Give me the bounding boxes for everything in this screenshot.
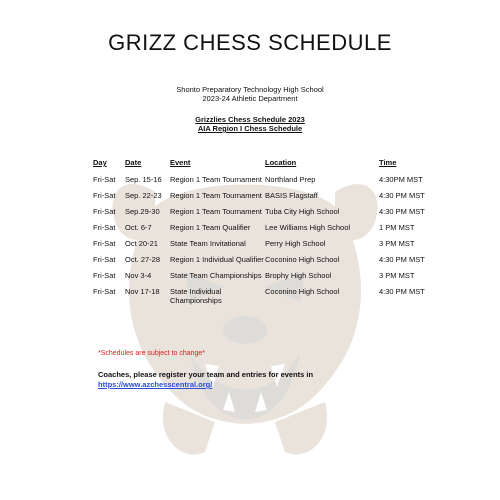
cell-date: Nov 17-18 bbox=[125, 287, 160, 296]
cell-location: Lee Williams High School bbox=[265, 223, 351, 232]
cell-time: 4:30 PM MST bbox=[379, 255, 425, 264]
cell-day: Fri-Sat bbox=[93, 175, 116, 184]
cell-time: 4:30 PM MST bbox=[379, 287, 425, 296]
cell-date: Nov 3-4 bbox=[125, 271, 152, 280]
registration-link[interactable]: https://www.azchesscentral.org/ bbox=[98, 380, 213, 389]
table-row bbox=[93, 191, 429, 207]
cell-location: BASIS Flagstaff bbox=[265, 191, 318, 200]
cell-day: Fri-Sat bbox=[93, 271, 116, 280]
cell-time: 3 PM MST bbox=[379, 239, 415, 248]
cell-time: 4:30 PM MST bbox=[379, 207, 425, 216]
cell-time: 4:30 PM MST bbox=[379, 191, 425, 200]
cell-day: Fri-Sat bbox=[93, 223, 116, 232]
cell-location: Northland Prep bbox=[265, 175, 316, 184]
department-name: 2023-24 Athletic Department bbox=[202, 94, 298, 103]
schedule-table bbox=[93, 158, 429, 312]
cell-time: 1 PM MST bbox=[379, 223, 415, 232]
cell-date: Sep.29-30 bbox=[125, 207, 160, 216]
table-row bbox=[93, 223, 429, 239]
cell-location: Coconino High School bbox=[265, 287, 340, 296]
cell-date: Oct. 6-7 bbox=[125, 223, 152, 232]
cell-location: Coconino High School bbox=[265, 255, 340, 264]
cell-day: Fri-Sat bbox=[93, 287, 116, 296]
table-header-row bbox=[93, 158, 429, 175]
cell-day: Fri-Sat bbox=[93, 255, 116, 264]
cell-event: State Team Championships bbox=[170, 271, 262, 280]
cell-day: Fri-Sat bbox=[93, 239, 116, 248]
coach-message: Coaches, please register your team and entries for events in bbox=[98, 370, 314, 379]
cell-event: Region 1 Team Tournament bbox=[170, 175, 262, 184]
table-row bbox=[93, 207, 429, 223]
cell-event: State Team Invitational bbox=[170, 239, 246, 248]
cell-event: Region 1 Team Qualifier bbox=[170, 223, 251, 232]
table-row bbox=[93, 239, 429, 255]
cell-day: Fri-Sat bbox=[93, 191, 116, 200]
cell-day: Fri-Sat bbox=[93, 207, 116, 216]
cell-event: State Individual Championships bbox=[170, 287, 222, 305]
cell-date: Oct. 27-28 bbox=[125, 255, 161, 264]
header-date: Date bbox=[125, 158, 142, 167]
cell-date: Sep. 15-16 bbox=[125, 175, 162, 184]
school-name: Shonto Preparatory Technology High School bbox=[176, 85, 324, 94]
schedule-title: Grizzlies Chess Schedule 2023 bbox=[195, 115, 305, 124]
table-row bbox=[93, 271, 429, 287]
cell-event: Region 1 Team Tournament bbox=[170, 207, 262, 216]
cell-date: Oct 20-21 bbox=[125, 239, 158, 248]
header-event: Event bbox=[170, 158, 191, 167]
table-row bbox=[93, 255, 429, 271]
cell-date: Sep. 22-23 bbox=[125, 191, 162, 200]
cell-time: 4:30PM MST bbox=[379, 175, 423, 184]
header-location: Location bbox=[265, 158, 297, 167]
header-day: Day bbox=[93, 158, 107, 167]
cell-location: Perry High School bbox=[265, 239, 326, 248]
table-row bbox=[93, 287, 429, 312]
header-time: Time bbox=[379, 158, 397, 167]
schedule-subtitle: AIA Region I Chess Schedule bbox=[197, 124, 303, 133]
cell-event: Region 1 Individual Qualifier bbox=[170, 255, 264, 264]
table-row bbox=[93, 175, 429, 191]
cell-location: Brophy High School bbox=[265, 271, 332, 280]
cell-location: Tuba City High School bbox=[265, 207, 340, 216]
page-title: GRIZZ CHESS SCHEDULE bbox=[108, 30, 392, 55]
cell-time: 3 PM MST bbox=[379, 271, 415, 280]
cell-event: Region 1 Team Tournament bbox=[170, 191, 262, 200]
schedule-note: *Schedules are subject to change* bbox=[98, 350, 206, 357]
